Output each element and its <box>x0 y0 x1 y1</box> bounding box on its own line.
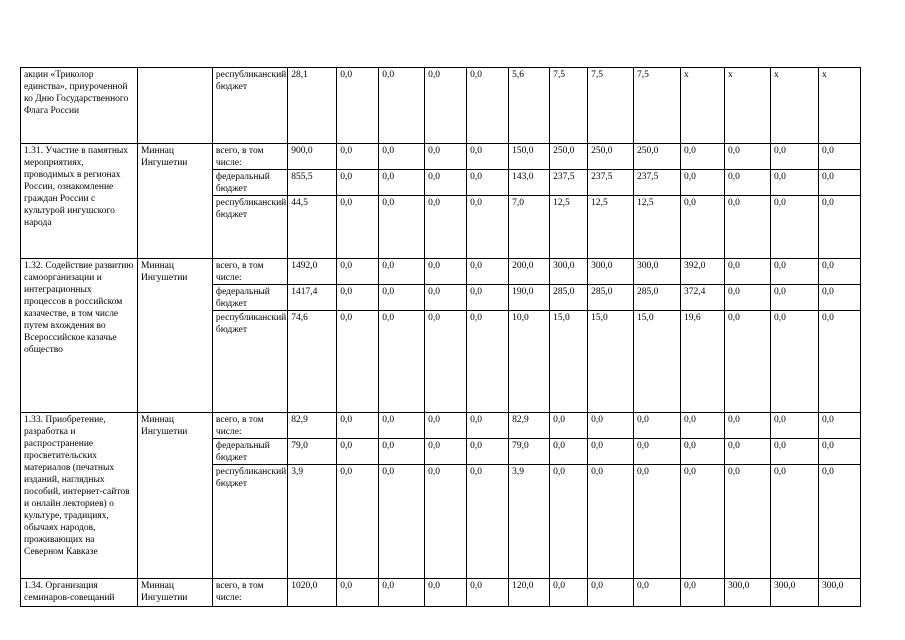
value-cell: 79,0 <box>509 439 550 465</box>
value-cell: 0,0 <box>337 196 379 259</box>
value-cell: 190,0 <box>509 285 550 311</box>
value-cell: 74,6 <box>288 311 337 413</box>
value-cell: 0,0 <box>818 170 860 196</box>
value-cell: 0,0 <box>467 144 509 170</box>
value-cell: 200,0 <box>509 259 550 285</box>
value-cell: 0,0 <box>467 285 509 311</box>
value-cell: 0,0 <box>379 196 425 259</box>
value-cell: 285,0 <box>550 285 588 311</box>
value-cell: 0,0 <box>588 465 634 579</box>
value-cell: 0,0 <box>725 465 771 579</box>
value-cell: 0,0 <box>379 170 425 196</box>
value-cell: 0,0 <box>467 439 509 465</box>
value-cell: 0,0 <box>770 144 818 170</box>
table-row <box>21 68 905 144</box>
value-cell: 1417,4 <box>288 285 337 311</box>
value-cell: 0,0 <box>818 465 860 579</box>
measure-name-cell: 1.34. Организация семинаров-совещаний <box>21 579 138 607</box>
value-cell: 0,0 <box>725 439 771 465</box>
value-cell: 0,0 <box>425 285 467 311</box>
value-cell: 0,0 <box>725 170 771 196</box>
funding-source-cell: республиканский бюджет <box>212 311 287 413</box>
value-cell: 900,0 <box>288 144 337 170</box>
value-cell: 0,0 <box>725 311 771 413</box>
value-cell: 0,0 <box>425 413 467 439</box>
value-cell: 0,0 <box>379 68 425 144</box>
value-cell: 10,0 <box>509 311 550 413</box>
value-cell: 0,0 <box>634 413 681 439</box>
value-cell: 0,0 <box>770 413 818 439</box>
value-cell: х <box>725 68 771 144</box>
value-cell: 143,0 <box>509 170 550 196</box>
value-cell: 0,0 <box>634 579 681 607</box>
value-cell: 0,0 <box>770 170 818 196</box>
value-cell: 0,0 <box>337 285 379 311</box>
value-cell: 12,5 <box>588 196 634 259</box>
value-cell: 0,0 <box>634 465 681 579</box>
table-row <box>21 259 905 285</box>
value-cell: 285,0 <box>588 285 634 311</box>
value-cell: 300,0 <box>634 259 681 285</box>
value-cell: 150,0 <box>509 144 550 170</box>
value-cell: 0,0 <box>467 196 509 259</box>
value-cell: 0,0 <box>467 413 509 439</box>
value-cell: 0,0 <box>681 170 725 196</box>
value-cell: 300,0 <box>770 579 818 607</box>
value-cell: 12,5 <box>634 196 681 259</box>
executor-cell: Миннац Ингушетии <box>137 259 212 413</box>
value-cell: 300,0 <box>818 579 860 607</box>
value-cell: 0,0 <box>337 68 379 144</box>
value-cell: 82,9 <box>288 413 337 439</box>
value-cell: 0,0 <box>770 311 818 413</box>
value-cell: 0,0 <box>588 439 634 465</box>
funding-source-cell: республиканский бюджет <box>212 68 287 144</box>
value-cell: 7,5 <box>550 68 588 144</box>
value-cell: 0,0 <box>725 196 771 259</box>
funding-source-cell: федеральный бюджет <box>212 170 287 196</box>
value-cell: 15,0 <box>588 311 634 413</box>
value-cell: 0,0 <box>337 311 379 413</box>
value-cell: 0,0 <box>818 311 860 413</box>
value-cell: 15,0 <box>634 311 681 413</box>
value-cell: 372,4 <box>681 285 725 311</box>
value-cell: 0,0 <box>725 285 771 311</box>
value-cell: 300,0 <box>725 579 771 607</box>
value-cell: 0,0 <box>550 465 588 579</box>
value-cell: 0,0 <box>337 465 379 579</box>
value-cell: 0,0 <box>818 259 860 285</box>
value-cell: 0,0 <box>634 439 681 465</box>
value-cell: 0,0 <box>425 579 467 607</box>
value-cell: х <box>770 68 818 144</box>
value-cell: 0,0 <box>681 579 725 607</box>
table-row <box>21 413 905 439</box>
value-cell: 0,0 <box>467 465 509 579</box>
value-cell: х <box>681 68 725 144</box>
value-cell: 0,0 <box>425 196 467 259</box>
funding-source-cell: всего, в том числе: <box>212 259 287 285</box>
value-cell: 0,0 <box>818 413 860 439</box>
measure-name-cell: 1.32. Содействие развитию самоорганизации и интеграционных процессов в российском казачестве, в том числе путем вхождения во Всероссийское казачье общество <box>21 259 138 413</box>
value-cell: 0,0 <box>681 439 725 465</box>
value-cell: 0,0 <box>770 439 818 465</box>
value-cell: 0,0 <box>818 285 860 311</box>
value-cell: 0,0 <box>681 413 725 439</box>
value-cell: 0,0 <box>818 144 860 170</box>
value-cell: 0,0 <box>337 259 379 285</box>
value-cell: 0,0 <box>379 439 425 465</box>
value-cell: 0,0 <box>467 311 509 413</box>
funding-source-cell: всего, в том числе: <box>212 144 287 170</box>
value-cell: 0,0 <box>550 439 588 465</box>
value-cell: 7,5 <box>588 68 634 144</box>
value-cell: 1492,0 <box>288 259 337 285</box>
executor-cell: Миннац Ингушетии <box>137 579 212 607</box>
value-cell: 82,9 <box>509 413 550 439</box>
value-cell: 0,0 <box>337 413 379 439</box>
value-cell: 0,0 <box>681 465 725 579</box>
value-cell: 250,0 <box>588 144 634 170</box>
value-cell: 0,0 <box>467 259 509 285</box>
executor-cell <box>137 68 212 144</box>
value-cell: 0,0 <box>337 439 379 465</box>
table-row <box>21 579 905 607</box>
value-cell: 0,0 <box>770 259 818 285</box>
value-cell: 0,0 <box>467 68 509 144</box>
value-cell: 0,0 <box>588 579 634 607</box>
value-cell: 7,5 <box>634 68 681 144</box>
funding-source-cell: федеральный бюджет <box>212 439 287 465</box>
value-cell: 0,0 <box>379 259 425 285</box>
value-cell: 0,0 <box>725 144 771 170</box>
value-cell: 0,0 <box>425 259 467 285</box>
value-cell: 0,0 <box>681 196 725 259</box>
funding-source-cell: всего, в том числе: <box>212 579 287 607</box>
value-cell: 0,0 <box>588 413 634 439</box>
value-cell: 0,0 <box>770 285 818 311</box>
value-cell: 0,0 <box>425 68 467 144</box>
value-cell: 237,5 <box>550 170 588 196</box>
value-cell: 44,5 <box>288 196 337 259</box>
budget-table <box>20 67 905 607</box>
value-cell: 0,0 <box>681 144 725 170</box>
value-cell: 1020,0 <box>288 579 337 607</box>
executor-cell: Миннац Ингушетии <box>137 413 212 579</box>
value-cell: 0,0 <box>337 144 379 170</box>
value-cell: 0,0 <box>725 259 771 285</box>
value-cell: 0,0 <box>550 413 588 439</box>
executor-cell: Миннац Ингушетии <box>137 144 212 259</box>
value-cell: 285,0 <box>634 285 681 311</box>
value-cell: 0,0 <box>818 196 860 259</box>
value-cell: 0,0 <box>379 285 425 311</box>
value-cell: 0,0 <box>337 170 379 196</box>
value-cell: 79,0 <box>288 439 337 465</box>
value-cell: 0,0 <box>467 579 509 607</box>
value-cell: 0,0 <box>379 311 425 413</box>
value-cell: 7,0 <box>509 196 550 259</box>
value-cell: 0,0 <box>818 439 860 465</box>
measure-name-cell: 1.33. Приобретение, разработка и распространение просветительских материалов (печатных изданий, наглядных пособий, интернет-сайтов и онлайн лекториев) о культуре, традициях, обычаях народов, проживающих на Северном Кавказе <box>21 413 138 579</box>
value-cell: 392,0 <box>681 259 725 285</box>
value-cell: 3,9 <box>288 465 337 579</box>
value-cell: 300,0 <box>550 259 588 285</box>
value-cell: 19,6 <box>681 311 725 413</box>
value-cell: 0,0 <box>425 144 467 170</box>
value-cell: х <box>818 68 860 144</box>
value-cell: 0,0 <box>467 170 509 196</box>
value-cell: 0,0 <box>337 579 379 607</box>
value-cell: 3,9 <box>509 465 550 579</box>
value-cell: 28,1 <box>288 68 337 144</box>
value-cell: 250,0 <box>550 144 588 170</box>
value-cell: 120,0 <box>509 579 550 607</box>
funding-source-cell: всего, в том числе: <box>212 413 287 439</box>
value-cell: 0,0 <box>770 196 818 259</box>
value-cell: 0,0 <box>770 465 818 579</box>
table-row <box>21 144 905 170</box>
value-cell: 0,0 <box>425 439 467 465</box>
value-cell: 0,0 <box>379 579 425 607</box>
value-cell: 0,0 <box>425 311 467 413</box>
value-cell: 855,5 <box>288 170 337 196</box>
value-cell: 0,0 <box>379 413 425 439</box>
value-cell: 0,0 <box>425 465 467 579</box>
value-cell: 5,6 <box>509 68 550 144</box>
value-cell: 12,5 <box>550 196 588 259</box>
value-cell: 237,5 <box>588 170 634 196</box>
value-cell: 0,0 <box>425 170 467 196</box>
value-cell: 15,0 <box>550 311 588 413</box>
measure-name-cell: акции «Триколор единства», приуроченной ко Дню Государственного Флага России <box>21 68 138 144</box>
funding-source-cell: республиканский бюджет <box>212 465 287 579</box>
value-cell: 300,0 <box>588 259 634 285</box>
value-cell: 0,0 <box>550 579 588 607</box>
value-cell: 250,0 <box>634 144 681 170</box>
value-cell: 0,0 <box>725 413 771 439</box>
measure-name-cell: 1.31. Участие в памятных мероприятиях, проводимых в регионах России, ознакомление граждан России с культурой ингушского народа <box>21 144 138 259</box>
funding-source-cell: федеральный бюджет <box>212 285 287 311</box>
funding-source-cell: республиканский бюджет <box>212 196 287 259</box>
value-cell: 0,0 <box>379 465 425 579</box>
value-cell: 0,0 <box>379 144 425 170</box>
value-cell: 237,5 <box>634 170 681 196</box>
